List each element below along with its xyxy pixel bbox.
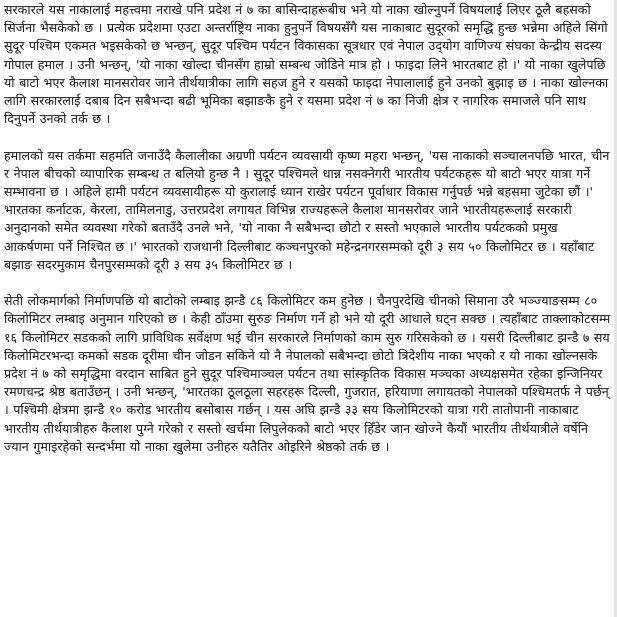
article-paragraph-2: हमालको यस तर्कमा सहमति जनाउँदै कैलालीका अग्रणी पर्यटन व्यवसायी कृष्ण महरा भन्छन्, 'यस नाकाको सञ्चालनपछि भारत, चीन र नेपाल बीचको व्यापारिक सम्बन्ध त बलियो हुन्छ नै । सुदूर पश्चिमले धान्न नसक्नेगरी भारतीय पर्यटकहरू यो बाटो भएर यात्रा गर्ने सम्भावना छ । अहिले हामी पर्यटन व्यवसायीहरू यो कुरालाई ध्यान राखेर पर्यटन पूर्वाधार विकास गर्नुपर्छ भन्ने बहसमा जुटेका छौं ।' भारतका कर्नाटक, केरला, तामिलनाडु, उत्तरप्रदेश लगायत विभिन्न राज्यहरूले कैलाश मानसरोवर जाने भारतीयहरूलाई सरकारी अनुदानको समेत व्यवस्था गरेको बताउँदै उनले भने, 'यो नाका नै सबैभन्दा छोटो र सस्तो भएकाले भारतीय पर्यटकको प्रमुख आकर्षणमा पर्ने निश्चित छ ।' भारतको राजधानी दिल्लीबाट कञ्चनपुरको महेन्द्रनगरसम्मको दूरी ३ सय ५० किलोमिटर छ । यहाँबाट बझाङ सदरमुकाम चैनपुरसम्मको दूरी ३ सय ३५ किलोमिटर छ । [4, 147, 610, 272]
article-paragraph-3: सेती लोकमार्गको निर्माणपछि यो बाटोको लम्बाइ झन्डै ८६ किलोमिटर कम हुनेछ । चैनपुरदेखि चीनको सिमाना उरै भञ्ज्याङसम्म ८० किलोमिटर लम्बाइ अनुमान गरिएको छ । केही ठाँउमा सुरुङ निर्माण गर्ने हो भने यो दूरी आधाले घट्न सक्छ । त्यहाँबाट ताक्लाकोटसम्म १६ किलोमिटर सडकको लागि प्राविधिक सर्वेक्षण भई चीन सरकारले निर्माणको काम सुरु गरिसकेको छ । यसरी दिल्लीबाट झन्डै ७ सय किलोमिटरभन्दा कमको सडक दूरीमा चीन जोडन सकिने यो नै नेपालको सबैभन्दा छोटो त्रिदेशीय नाका भएको र यो नाका खोल्नसके प्रदेश नं ७ को समृद्धिमा वरदान साबित हुने सुदूर पश्चिमाञ्चल पर्यटन तथा सांस्कृतिक विकास मञ्चका अध्यक्षसमेत रहेका इन्जिनियर रमणचन्द्र श्रेष्ठ बताउँछन् । उनी भन्छन्, 'भारतका ठूलठूला सहरहरू दिल्ली, गुजरात, हरियाणा लगायतको नेपालको पश्चिमतर्फ ने पर्छन् । पश्चिमी क्षेत्रमा झन्डै १० करोड भारतीय बसोबास गर्छन् । यस अघि झन्डै ३३ सय किलोमिटरको यात्रा गरी तातोपानी नाकाबाट भारतीय तीर्थयात्रीहरु कैलाश पुग्ने गरेको र सस्तो खर्चमा लिपुलेकको बाटो भएर हिँडेर जान खोज्ने कैयौं भारतीय तीर्थयात्रीले वर्षेनि ज्यान गुमाइरहेको सन्दर्भमा यो नाका खुलेमा उनीहरु यतैतिर ओइरिने श्रेष्ठको तर्क छ । [4, 293, 611, 454]
article-paragraph-1: सरकारले यस नाकालाई महत्त्वमा नराखे पनि प्रदेश नं ७ का बासिन्दाहरूबीच भने यो नाका खोल्नुपर्ने विषयलाई लिएर ठूलै बहसको सिर्जना भैसकेको छ । प्रत्येक प्रदेशमा एउटा अन्तर्राष्ट्रिय नाका हुनुपर्ने विषयसँगै यस नाकाबाट सुदूरको समृद्धि हुन्छ भन्नेमा अहिले सिंगो सुदूर पश्चिम एकमत भइसकेको छ भन्छन्, सुदूर पश्चिम पर्यटन विकासका सूत्रधार एवं नेपाल उद्‍योग वाणिज्य संघका केन्द्रीय सदस्य गोपाल हमाल । उनी भन्छन्, 'यो नाका खोल्दा चीनसँग हाम्रो सम्बन्ध जोडिने मात्र हो । फाइदा लिने भारतबाट हो ।' यो नाका खुलेपछि यो बाटो भएर कैलाश मानसरोवर जाने तीर्थयात्रीका लागि सहज हुने र यसको फाइदा नेपालालाई हुने उनको बुझाइ छ । नाका खोल्नका लागि सरकारलाई दबाब दिन सबैभन्दा बढी भूमिका बझाङकै हुने र यसमा प्रदेश नं ७ का निजी क्षेत्र र नागरिक समाजले पनि साथ दिनुपर्ने उनको तर्क छ । [4, 2, 609, 127]
